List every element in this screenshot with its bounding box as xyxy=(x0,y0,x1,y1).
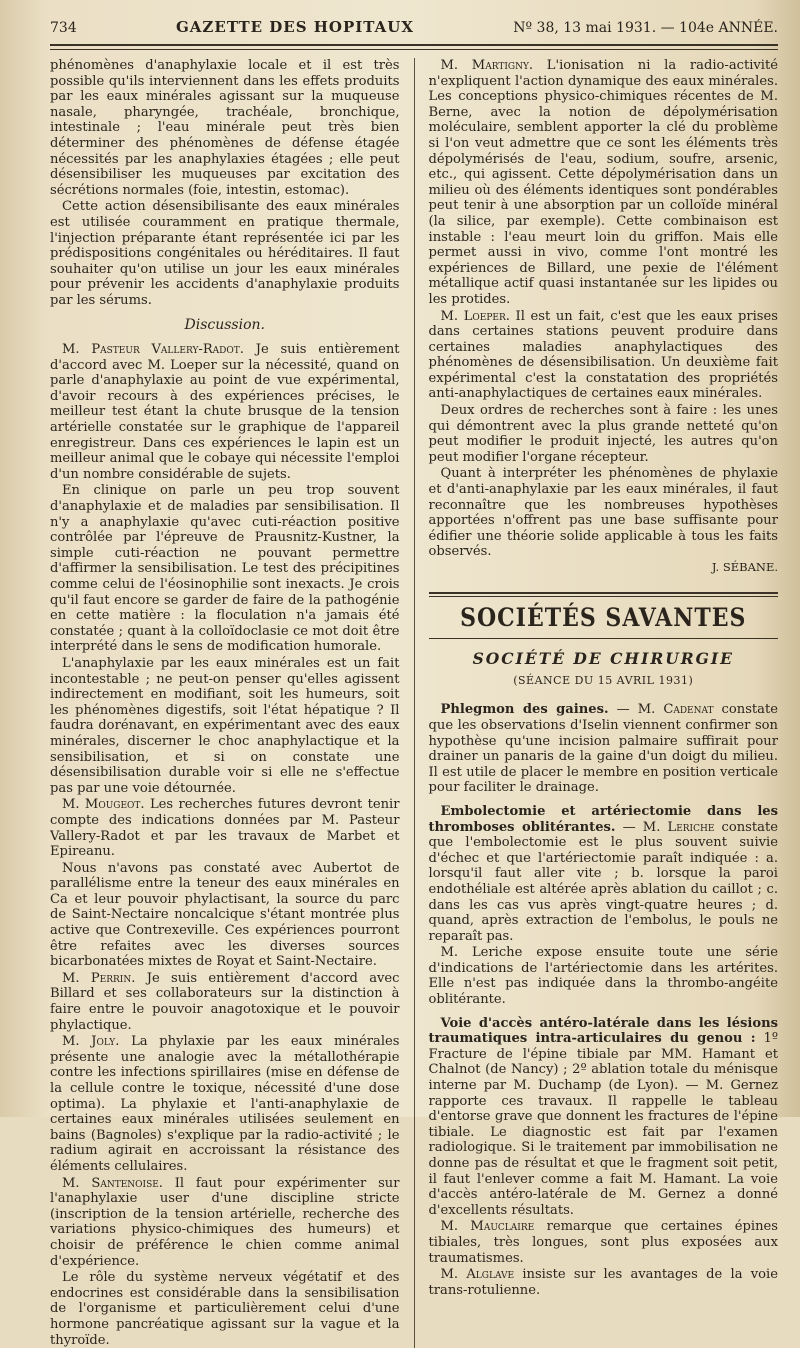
paragraph xyxy=(50,1034,400,1174)
society-heading: SOCIÉTÉ DE CHIRURGIE xyxy=(472,649,734,669)
session-date: (SÉANCE DU 15 AVRIL 1931) xyxy=(513,673,694,687)
column-divider xyxy=(414,58,415,1348)
paragraph: Le rôle du système nerveux végétatif et des endocrines est considérable dans la sensibilisation de l'organisme et particulièrement celui d'une hormone pancréatique agissant sur la vague et la thyroïde. xyxy=(50,1270,400,1348)
spacer xyxy=(429,1008,779,1016)
paragraph-text: Les recherches futures devront tenir compte des indications données par M. Pasteur Vallery-Radot et par les travaux de Marbet et Epireanu. xyxy=(50,797,400,860)
paragraph xyxy=(50,971,400,1033)
paragraph: Quant à interpréter les phénomènes de phylaxie et d'anti-anaphylaxie par les eaux minérales, il faut reconnaître que les nombreuses hypothèses apportées n'offrent pas une base suffisante pour édifier une théorie solide applicable à tous les faits observés. xyxy=(428,466,778,560)
paragraph xyxy=(429,1016,779,1219)
paragraph xyxy=(50,1176,400,1270)
speaker-name: M. Mougeot. xyxy=(62,797,145,813)
paragraph-text: Il faut pour expérimenter sur l'anaphylaxie user d'une discipline stricte (inscription de la tension artérielle, recherche des variations physico-chimiques des humeurs) et choisir de préférence le chien comme animal d'expérience. xyxy=(50,1175,400,1269)
paragraph xyxy=(429,1219,779,1266)
speaker-name: M. Santenoise. xyxy=(62,1175,163,1191)
paragraph: L'anaphylaxie par les eaux minérales est un fait incontestable ; ne peut-on penser qu'elles agissent indirectement en modifiant, soit les humeurs, soit les phénomènes digestifs, soit l'état hépatique ? Il faudra dorénavant, en expérimentant avec des eaux minérales, discerner le choc anaphylactique et la sensibilisation, et si on constate une désensibilisation durable voir si elle ne s'effectue pas par une voie détournée. xyxy=(50,655,400,796)
page-number: 734 xyxy=(50,20,77,36)
paragraph: Deux ordres de recherches sont à faire : les unes qui démontrent avec la plus grande netteté qu'on peut modifier le produit injecté, les autres qu'on peut modifier l'organe récepteur. xyxy=(428,403,778,465)
page-header xyxy=(50,18,778,40)
heading-rule xyxy=(429,638,779,639)
discussion-heading: Discussion. xyxy=(184,316,265,333)
paragraph-text: insiste sur les avantages de la voie trans-rotulienne. xyxy=(428,1267,778,1298)
topic-heading: Embolectomie et artériectomie dans les thromboses oblitérantes. xyxy=(428,803,778,835)
issue-info: Nº 38, 13 mai 1931. — 104e ANNÉE. xyxy=(513,20,778,36)
left-column xyxy=(50,58,400,1348)
paragraph xyxy=(429,804,779,944)
author-signature: J. SÉBANE. xyxy=(711,560,778,574)
speaker-name: M. Martigny. xyxy=(440,58,534,73)
paragraph xyxy=(429,58,779,308)
paragraph xyxy=(50,342,400,482)
paragraph xyxy=(429,309,779,403)
paragraph-text: constate que les observations d'Iselin viennent confirmer son hypothèse qu'une incision palmaire suffirait pour drainer un panaris de la gaine d'un doigt du milieu. Il est utile de placer le membre en position verticale pour faciliter le drainage. xyxy=(428,702,778,796)
paragraph: M. Leriche expose ensuite toute une série d'indications de l'artériectomie dans les artérites. Elle n'est pas indiquée dans la thrombo-angéite oblitérante. xyxy=(428,945,778,1008)
journal-title: GAZETTE DES HOPITAUX xyxy=(175,18,414,36)
paragraph xyxy=(429,1267,779,1298)
paragraph xyxy=(50,797,400,859)
paragraph-text: — M. xyxy=(608,702,664,718)
paragraph-text: La phylaxie par les eaux minérales présente une analogie avec la métallothérapie contre les infections spirillaires (mise en défense de la cellule contre le toxique, nécessité d'une dose optima). La phylaxie et l'anti-anaphylaxie de certaines eaux minérales utilisées seulement en bains (Bagnoles) s'explique par la radio-activité ; le radium agirait en accroissant la résistance des éléments cellulaires. xyxy=(50,1034,400,1174)
section-heading: SOCIÉTÉS SAVANTES xyxy=(460,602,747,633)
paragraph-text: Je suis entièrement d'accord avec M. Loeper sur la nécessité, quand on parle d'anaphylaxie au point de vue expérimental, d'avoir recours à des expériences précises, le meilleur test étant la chute brusque de la tension artérielle constatée sur le graphique de l'appareil enregistreur. Dans ces expériences le lapin est un meilleur animal que le cobaye qui nécessite l'emploi d'un nombre considérable de sujets. xyxy=(50,342,400,482)
paragraph-text: Je suis entièrement d'accord avec Billard et ses collaborateurs sur la distinction à faire entre le pouvoir anagotoxique et le pouvoir phylactique. xyxy=(50,970,400,1033)
topic-heading: Phlegmon des gaines. xyxy=(440,702,609,718)
speaker-name: M. Joly. xyxy=(62,1034,120,1050)
speaker-name: M. Mauclaire xyxy=(440,1219,535,1235)
paragraph-text: remarque que certaines épines tibiales, très longues, sont plus exposées aux traumatismes. xyxy=(428,1219,778,1266)
paragraph-text: constate que l'embolectomie est le plus souvent suivie d'échec et que l'artériectomie paraît indiquée : a. lorsqu'il faut aller vite ; b. lorsque la paroi endothéliale est altérée après ablation du caillot ; c. dans les cas vus après vingt-quatre heures ; d. quand, après extraction de l'embolus, le pouls ne reparaît pas. xyxy=(428,819,778,944)
paragraph-text: 1º Fracture de l'épine tibiale par MM. Hamant et Chalnot (de Nancy) ; 2º ablation totale du ménisque interne par M. Duchamp (de Lyon). — M. Gernez rapporte ces travaux. Il rappelle le tableau d'entorse grave que donnent les fractures de l'épine tibiale. Le diagnostic est fait par l'examen radiologique. Si le traitement par immobilisation ne donne pas de résultat et que le fragment soit petit, il faut l'enlever comme a fait M. Hamant. La voie d'accès antéro-latérale de M. Gernez a donné d'excellents résultats. xyxy=(428,1031,778,1218)
paragraph: En clinique on parle un peu trop souvent d'anaphylaxie et de maladies par sensibilisation. Il n'y a anaphylaxie qu'avec cuti-réaction positive contrôlée par l'épreuve de Prausnitz-Kustner, la simple cuti-réaction ne pouvant permettre d'affirmer la sensibilisation. Le test des précipitines comme celui de l'éosinophilie sont inexacts. Je crois qu'il faut encore se garder de faire de la pathogénie en cette matière : la floculation n'a jamais été constatée ; quant à la colloïdoclasie ce mot doit être interprété dans le sens de modification humorale. xyxy=(50,483,400,655)
paragraph: phénomènes d'anaphylaxie locale et il est très possible qu'ils interviennent dans les effets produits par les eaux minérales agissant sur la muqueuse nasale, pharyngée, trachéale, bronchique, intestinale ; l'eau minérale peut très bien déterminer des phénomènes de défense étagée nécessités par les anaphylaxies étagées ; elle peut désensibiliser les muqueuses par excitation des sécrétions normales (foie, intestin, estomac). xyxy=(50,58,400,198)
section-rule xyxy=(429,592,779,597)
paragraph-text: Il est un fait, c'est que les eaux prises dans certaines stations peuvent produire dans certaines maladies anaphylactiques des phénomènes de désensibilisation. Un deuxième fait expérimental c'est la constatation des propriétés anti-anaphylactiques de certaines eaux minérales. xyxy=(428,308,778,402)
paragraph: Cette action désensibilisante des eaux minérales est utilisée couramment en pratique thermale, l'injection préparante étant représentée ici par les prédispositions congénitales ou héréditaires. Il faut souhaiter qu'on utilise un jour les eaux minérales pour prévenir les accidents d'anaphylaxie produits par les sérums. xyxy=(50,199,400,308)
speaker-name: Leriche xyxy=(667,819,715,835)
paragraph xyxy=(429,702,779,796)
speaker-name: M. Loeper. xyxy=(440,308,510,324)
columns xyxy=(50,58,778,1348)
spacer xyxy=(429,796,779,804)
speaker-name: M. Alglave xyxy=(440,1267,515,1283)
right-column xyxy=(429,58,779,1348)
speaker-name: Cadenat xyxy=(663,702,714,718)
paragraph-text: L'ionisation ni la radio-activité n'expliquent l'action dynamique des eaux minérales. Les conceptions physico-chimiques récentes de M. Berne, avec la notion de dépolymérisation moléculaire, semblent apporter la clé du problème si l'on veut admettre que ce sont les éléments très dépolymérisés de l'eau, sodium, soufre, arsenic, etc., qui agissent. Cette dépolymérisation dans un milieu où des éléments identiques sont pondérables peut tenir à une absorption par un colloïde minéral (la silice, par exemple). Cette combinaison est instable : l'eau meurt loin du griffon. Mais elle permet aussi in vivo, comme l'ont montré les expériences de Billard, une pexie de l'élément métallique actif quasi instantanée sur les lipides ou les protides. xyxy=(428,58,779,307)
speaker-name: M. Perrin. xyxy=(62,970,136,986)
topic-heading: Voie d'accès antéro-latérale dans les lésions traumatiques intra-articulaires du genou : xyxy=(428,1015,778,1047)
speaker-name: M. Pasteur Vallery-Radot. xyxy=(62,342,244,358)
paragraph: Nous n'avons pas constaté avec Aubertot de parallélisme entre la teneur des eaux minérales en Ca et leur pouvoir phylactisant, la source du parc de Saint-Nectaire noncalcique s'étant montrée plus active que Contrexeville. Ces expériences pourront être refaites avec les diverses sources bicarbonatées mixtes de Royat et Saint-Nectaire. xyxy=(50,860,400,970)
header-rule xyxy=(50,44,778,50)
paragraph-text: — M. xyxy=(615,819,668,835)
